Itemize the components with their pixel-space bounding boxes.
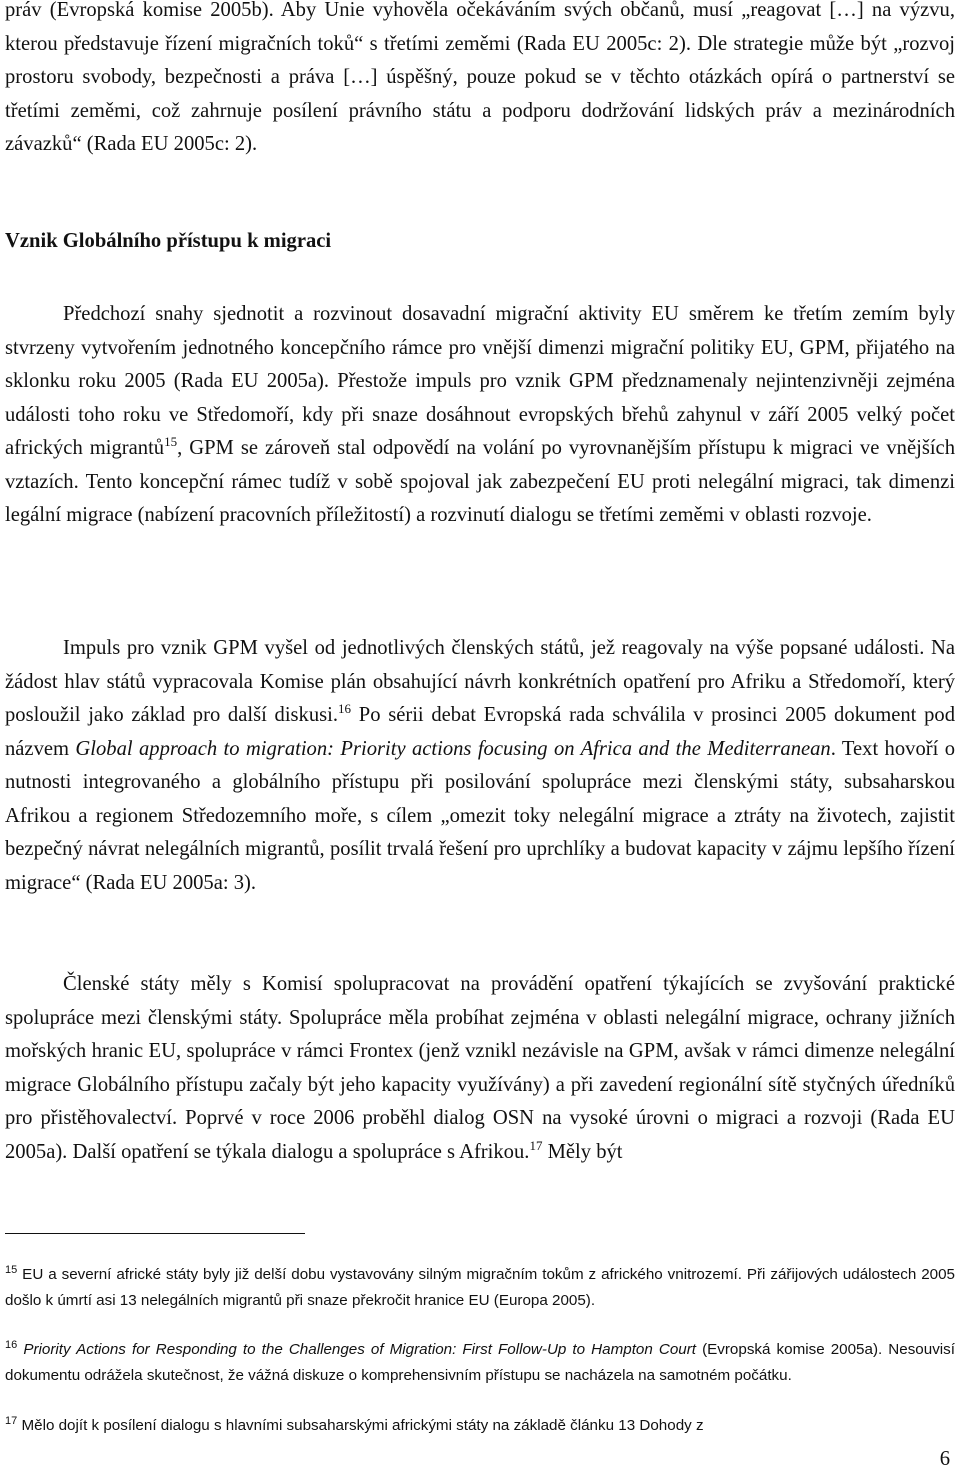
footnote-15	[5, 1262, 955, 1313]
page-number: 6	[939, 1448, 950, 1470]
footnote-ref-15[interactable]: 15	[164, 434, 178, 450]
footnote-number: 17	[5, 1414, 18, 1427]
section-heading: Vznik Globálního přístupu k migraci	[5, 230, 332, 252]
paragraph-text: Měly být	[542, 1140, 623, 1163]
paragraph-text: Po sérii debat Evropská rada schválila v prosinci 2005 dokument pod názvem	[5, 704, 955, 760]
footnote-title: Priority Actions for Responding to the Challenges of Migration: First Follow-Up to Hampton Court	[23, 1341, 697, 1358]
footnote-ref-16[interactable]: 16	[338, 701, 352, 717]
paragraph-member-states	[5, 968, 955, 1169]
footnote-text: EU a severní africké státy byly již delší dobu vystavovány silným migračním tokům z afrického vnitrozemí. Při zářijových událostech 2005 došlo k úmrtí asi 13 nelegálních migrantů při snaze překročit hranice EU (Europa 2005).	[5, 1266, 955, 1309]
footnote-ref-17[interactable]: 17	[529, 1137, 543, 1153]
footnote-separator	[5, 1233, 305, 1234]
footnote-number: 16	[5, 1338, 18, 1351]
paragraph-text: . Text hovoří o nutnosti integrovaného a globálního přístupu při posilování spolupráce mezi členskými státy, subsaharskou Afrikou a regionem Středozemního moře, s cílem „omezit toky nelegální migrace a ztráty na životech, zajistit bezpečný návrat nelegálních migrantů, posílit trvalá řešení pro uprchlíky a budovat kapacity v zájmu lepšího řízení migrace“ (Rada EU 2005a: 3).	[5, 737, 955, 894]
footnote-text: Mělo dojít k posílení dialogu s hlavními subsaharskými africkými státy na základě článku 13 Dohody z	[17, 1417, 704, 1434]
paragraph-text: Předchozí snahy sjednotit a rozvinout dosavadní migrační aktivity EU směrem ke třetím zemím byly stvrzeny vytvořením jednotného koncepčního rámce pro vnější dimenzi migrační politiky EU, GPM, přijatého na sklonku roku 2005 (Rada EU 2005a). Přestože impuls pro vznik GPM předznamenaly nejintenzivněji zejména události toho roku ve Středomoří, kdy při snaze dosáhnout evropských břehů zahynul v září 2005 velký počet afrických migrantů	[5, 303, 955, 459]
paragraph-gpm-origin	[5, 298, 955, 533]
paragraph-text: Členské státy měly s Komisí spolupracovat na provádění opatření týkajících se zvyšování praktické spolupráce mezi členskými státy. Spolupráce měla probíhat zejména v oblasti nelegální migrace, ochrany jižních mořských hranic EU, spolupráce v rámci Frontex (jenž vznikl nezávisle na GPM, avšak v rámci dimenze nelegální migrace Globálního přístupu začaly být jeho kapacity využívány) a při zavedení regionální sítě styčných úředníků pro přistěhovalectví. Poprvé v roce 2006 proběhl dialog OSN na vysoké úrovni o migraci a rozvoji (Rada EU 2005a). Další opatření se týkala dialogu a spolupráce s Afrikou.	[5, 973, 955, 1163]
paragraph-text: , GPM se zároveň stal odpovědí na volání po vyrovnanějším přístupu k migraci ve vnějších vztazích. Tento koncepční rámec tudíž v sobě spojoval jak zabezpečení EU proti nelegální migraci, tak dimenzi legální migrace (nabízení pracovních příležitostí) a rozvinutí dialogu se třetími zeměmi v oblasti rozvoje.	[5, 437, 955, 526]
paragraph-gpm-impulse	[5, 632, 955, 900]
footnote-16	[5, 1337, 955, 1388]
document-page	[5, 0, 955, 1480]
footnote-17	[5, 1413, 955, 1439]
continuation-paragraph: práv (Evropská komise 2005b). Aby Unie vyhověla očekáváním svých občanů, musí „reagovat […] na výzvu, kterou představuje řízení migračních toků“ s třetími zeměmi (Rada EU 2005c: 2). Dle strategie může být „rozvoj prostoru svobody, bezpečnosti a práva […] úspěšný, pouze pokud se v těchto otázkách opírá o partnerství se třetími zeměmi, což zahrnuje posílení právního státu a podporu dodržování lidských práv a mezinárodních závazků“ (Rada EU 2005c: 2).	[5, 0, 955, 155]
paragraph-text: Impuls pro vznik GPM vyšel od jednotlivých členských států, jež reagovaly na výše popsané události. Na žádost hlav států vypracovala Komise plán obsahující návrh konkrétních opatření pro Afriku a Středomoří, který posloužil jako základ pro další diskusi.	[5, 637, 955, 726]
document-title: Global approach to migration: Priority actions focusing on Africa and the Mediterranean	[75, 737, 831, 760]
footnote-text: (Evropská komise 2005a). Nesouvisí dokumentu odrážela skutečnost, že vážná diskuze o komprehensivním přístupu se nacházela na samotném počátku.	[5, 1341, 955, 1384]
footnote-number: 15	[5, 1263, 18, 1276]
